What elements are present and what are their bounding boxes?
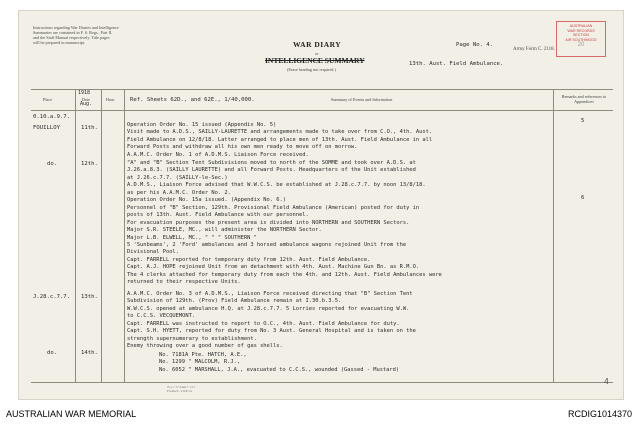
summary-line: Personnel of "B" Section, 129th. Provisional Field Ambulance (American) posted for duty in [127,204,420,211]
summary-line: Enemy throwing over a good number of gas shells. [127,343,283,350]
summary-14th [159,352,399,374]
summary-line: No. 1299 " MALCOLM, R.J., [159,359,241,366]
divider-date [101,89,102,382]
summary-line: W.W.C.S. opened at ambulance H.Q. at J.28.c.7.7. 5 Lorries reported for evacuating W.W. [127,305,410,312]
summary-line: Capt. S.H. HYETT, reported for duty from No. 3 Aust. General Hospital and is taken on the [127,328,416,335]
printer-note-line: Forms/C. 2118/14. [167,389,193,393]
column-place: Place [43,97,53,102]
summary-line: A.A.M.C. Order No. 1 of A.D.M.S. Liaison Force received. [127,151,309,158]
row-date: 12th. [81,161,98,167]
instructions-line: will be prepared in manuscript. [33,40,86,45]
unit-name: 13th. Aust. Field Ambulance. [409,61,504,67]
column-summary: Summary of Events and Information [331,97,393,102]
stamp-line: AIR SOUTHWOOD [565,37,597,42]
army-form: Army Form C. 2118. [513,47,555,52]
remark-appendix: 5 [581,118,585,124]
divider-remarks [553,89,554,382]
instructions-line: Summaries are contained in F. S. Regs., Part II. [33,30,113,35]
row-date: 14th. [81,350,98,356]
summary-line: Subdivision of 129th. (Prov) Field Ambulance remain at I.30.b.3.5. [127,298,342,305]
summary-11th [127,122,432,159]
instructions-line: Instructions regarding War Diaries and Intelligence [33,25,119,30]
stamp-number: 20 [577,42,585,49]
summary-line: A.D.M.S., Liaison Force advised that W.W.C.S. be established at J.28.c.7.7. by noon 13/8/18. [127,182,426,189]
summary-line: returned to their respective Units. [127,279,241,286]
header-rule-top [31,89,613,90]
summary-13th [127,291,416,351]
title-or: or [315,51,319,56]
summary-line: Capt. FARRELL was instructed to report to O.C., 4th. Aust. Field Ambulance for duty. [127,320,400,327]
header-rule-bottom [31,110,613,111]
ref-line: Ref. Sheets 62D., and 62E., 1/40,000. [130,97,255,103]
remark-appendix: 6 [581,195,585,201]
corner-mark: 4 [604,377,609,386]
summary-line: Major L.B. ELWELL, MC., " " " SOUTHERN " [127,234,257,241]
summary-line: Visit made to A.D.S., SAILLY-LAURETTE and arrangements made to take over from C.O., 4th. Aust. [127,129,433,136]
summary-line: Capt. A.J. HOPE rejoined Unit from an detachment with 4th. Aust. Machine Gun Bn. as R.M.O. [127,264,420,271]
footer-credit: AUSTRALIAN WAR MEMORIAL [6,409,137,419]
stamp-line: WAR RECORDS [567,28,595,33]
summary-line: Divisional Pool. [127,249,179,256]
summary-line: No. 7181A Pte. HATCH, A.E., [159,352,247,358]
row-place: 0.10.a.9.7. [33,114,71,120]
row-date: 13th. [81,294,98,300]
year-label: 1918 [78,90,91,96]
divider-place [75,89,76,382]
row-place: FOUILLOY [33,125,60,131]
instructions-block [33,25,119,45]
summary-12th [127,160,442,287]
month-label: Aug. [80,101,93,107]
summary-line: posts of 13th. Aust. Field Ambulance with our personnel. [127,212,309,219]
summary-line: For evacuation purposes the present area is divided into NORTHERN and SOUTHERN Sectors. [127,219,410,226]
summary-line: Forward Posts and withdraw all his own men ready to move off on morrow. [127,144,358,151]
table-rule-bottom [31,382,613,383]
row-place: do. [47,350,58,356]
summary-line: at J.26.c.7.7. (SAILLY-le-Sec.) [127,174,228,181]
row-place: do. [47,161,58,167]
column-remarks: Remarks and references to Appendices [561,94,607,104]
stamp-line: SECTION [573,33,589,38]
summary-line: No. 6052 " MARSHALL, J.A., evacuated to C.C.S., wounded (Gassed - Mustard) [159,366,400,373]
column-hour: Hour [106,97,115,102]
summary-line: to C.C.S. VECQUEMONT. [127,313,196,320]
divider-hour [124,89,125,382]
summary-line: Field Ambulance on 12/8/18. Latter arranged to place men of 13th. Aust. Field Ambulance in all [127,136,433,143]
stamp-line: AUSTRALIAN [569,24,593,28]
printer-note [167,385,195,393]
war-diary-sheet [18,10,624,400]
title-war-diary: WAR DIARY [293,40,342,49]
row-date: 11th. [81,125,98,131]
summary-line: J.26.a.8.3. (SAILLY LAURETTE) and all Forward Posts. Headquarters of the Unit established [127,167,416,174]
summary-line: A.A.M.C. Order No. 3 of A.D.M.S., Liaison Force received directing that "B" Section Tent [127,291,413,297]
page-number: Page No. 4. [456,42,494,48]
summary-line: 5 'Sunbeams', 2 'Ford' ambulances and 3 horsed ambulance wagons rejoined Unit from the [127,241,407,248]
summary-line: "A" and "B" Section Tent Subdivisions moved to north of the SOMME and took over A.D.S. at [127,160,416,166]
column-date: Date [82,97,90,102]
erase-note: (Erase heading not required.) [287,67,336,72]
footer-catalog-id: RCDIG1014370 [567,409,632,419]
summary-line: Operation Order No. 15a issued. (Appendix No. 6.) [127,197,287,204]
summary-line: as per his A.A.M.C. Order No. 2. [127,189,231,196]
records-stamp [556,21,606,57]
summary-line: The 4 clerks attached for temporary duty from each the 4th. and 12th. Aust. Field Ambulances were [127,271,442,278]
summary-line: strength supernumerary to establishment. [127,335,257,342]
summary-line: Major S.R. STEELE, MC., will administer the NORTHERN Sector. [127,227,322,234]
row-place: J.28.c.7.7. [33,294,71,300]
summary-line: Capt. FARRELL reported for temporary duty from 12th. Aust. Field Ambulance. [127,256,371,263]
instructions-line: and the Staff Manual respectively. Title pages [33,35,110,40]
title-intelligence-summary: INTELLIGENCE SUMMARY [265,56,365,65]
summary-line: Operation Order No. 15 issued (Appendix No. 5) [127,122,277,128]
printer-note-line: W.1.? ?? Auth.? 1/17 [167,385,196,389]
